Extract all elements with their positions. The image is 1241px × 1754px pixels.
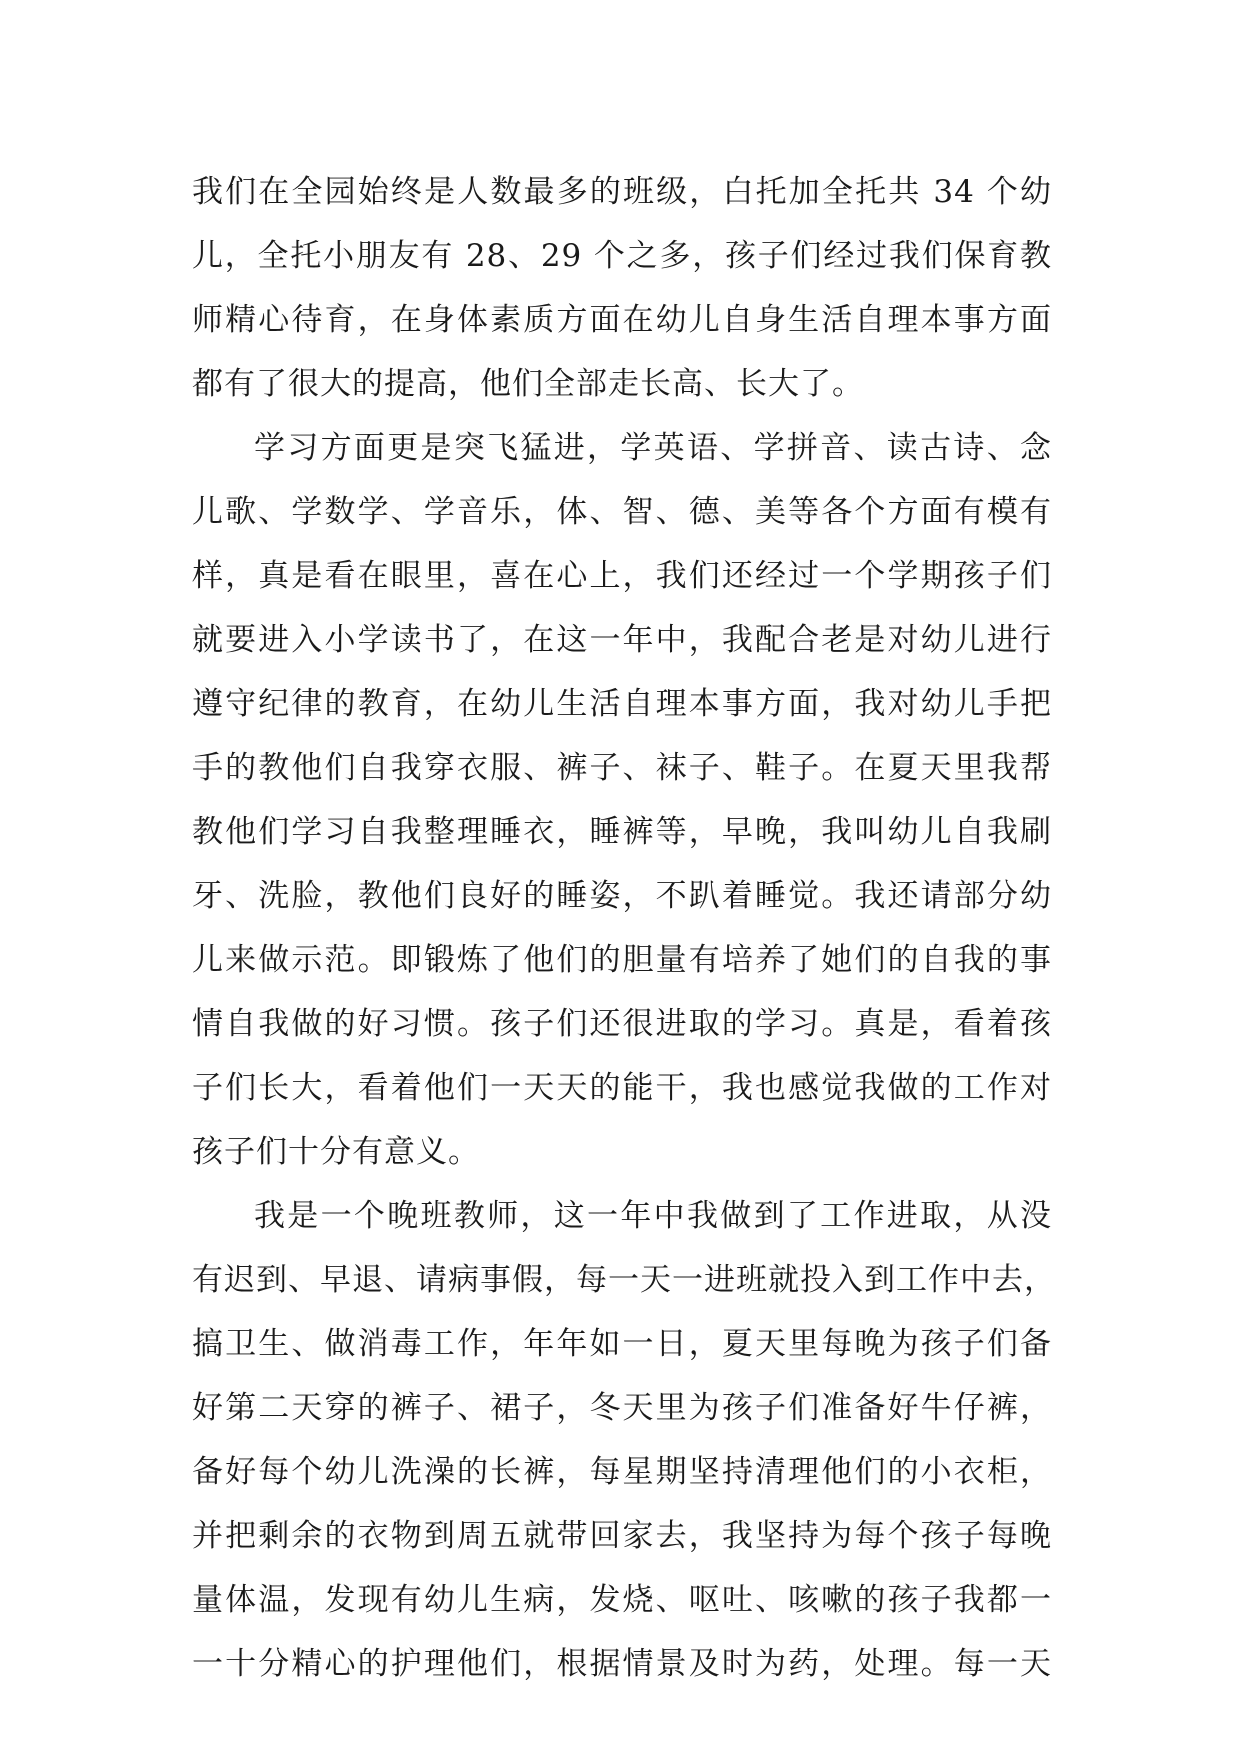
text-line: 我是一个晚班教师，这一年中我做到了工作进取，从没 (254, 1198, 1052, 1234)
text-line: 并把剩余的衣物到周五就带回家去，我坚持为每个孩子每晚 (192, 1518, 1052, 1554)
text-line: 我们在全园始终是人数最多的班级，白托加全托共 34 个幼 (192, 174, 1052, 210)
text-line: 子们长大，看着他们一天天的能干，我也感觉我做的工作对 (192, 1070, 1052, 1106)
text-line: 一十分精心的护理他们，根据情景及时为药，处理。每一天 (192, 1646, 1052, 1682)
text-line: 儿歌、学数学、学音乐，体、智、德、美等各个方面有模有 (192, 494, 1052, 530)
text-line: 遵守纪律的教育，在幼儿生活自理本事方面，我对幼儿手把 (192, 686, 1052, 722)
text-line: 情自我做的好习惯。孩子们还很进取的学习。真是，看着孩 (192, 1006, 1052, 1042)
text-line: 备好每个幼儿洗澡的长裤，每星期坚持清理他们的小衣柜， (192, 1454, 1052, 1490)
text-line: 都有了很大的提高，他们全部走长高、长大了。 (192, 366, 864, 402)
text-line: 孩子们十分有意义。 (192, 1134, 480, 1170)
text-line: 样，真是看在眼里，喜在心上，我们还经过一个学期孩子们 (192, 558, 1052, 594)
text-line: 师精心待育，在身体素质方面在幼儿自身生活自理本事方面 (192, 302, 1052, 338)
text-line: 手的教他们自我穿衣服、裤子、袜子、鞋子。在夏天里我帮 (192, 750, 1052, 786)
document-page (192, 160, 1056, 1696)
text-line: 量体温，发现有幼儿生病，发烧、呕吐、咳嗽的孩子我都一 (192, 1582, 1052, 1618)
text-line: 教他们学习自我整理睡衣，睡裤等，早晚，我叫幼儿自我刷 (192, 814, 1052, 850)
text-line: 搞卫生、做消毒工作，年年如一日，夏天里每晚为孩子们备 (192, 1326, 1052, 1362)
text-line: 好第二天穿的裤子、裙子，冬天里为孩子们准备好牛仔裤， (192, 1390, 1052, 1426)
text-line: 学习方面更是突飞猛进，学英语、学拼音、读古诗、念 (254, 430, 1052, 466)
text-line: 牙、洗脸，教他们良好的睡姿，不趴着睡觉。我还请部分幼 (192, 878, 1052, 914)
text-line: 就要进入小学读书了，在这一年中，我配合老是对幼儿进行 (192, 622, 1052, 658)
text-line: 儿，全托小朋友有 28、29 个之多，孩子们经过我们保育教 (192, 238, 1052, 274)
text-line: 有迟到、早退、请病事假，每一天一进班就投入到工作中去， (192, 1262, 1056, 1298)
text-line: 儿来做示范。即锻炼了他们的胆量有培养了她们的自我的事 (192, 942, 1052, 978)
